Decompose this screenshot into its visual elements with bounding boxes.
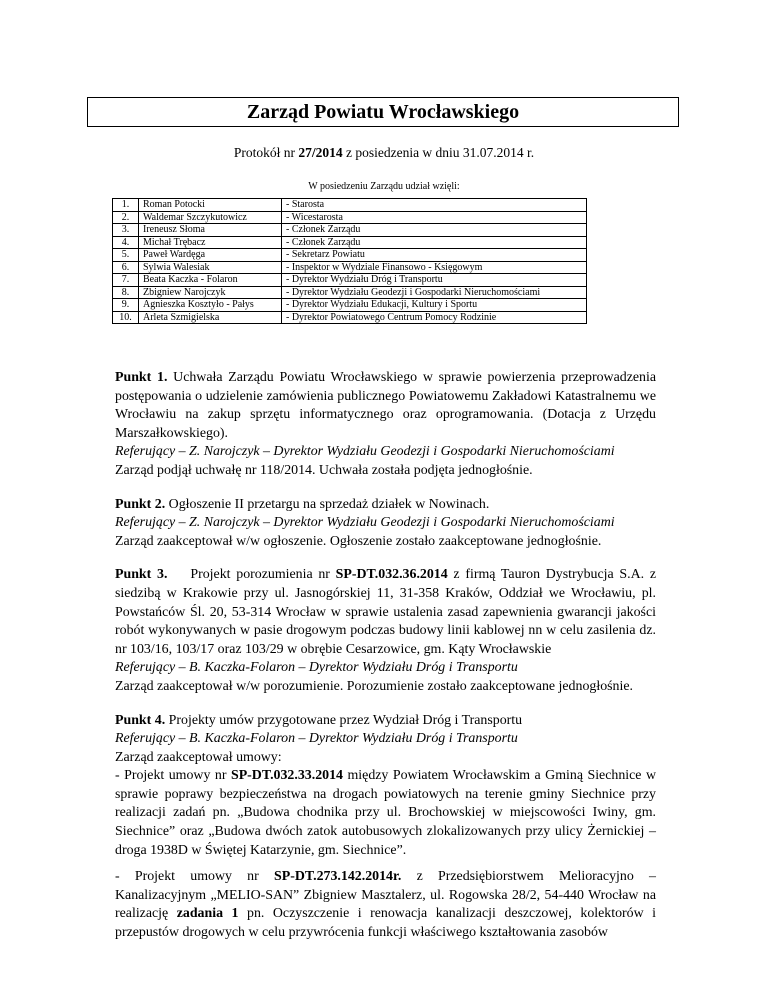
point-4-decision: Zarząd zaakceptował umowy:: [115, 749, 282, 765]
member-row: [113, 311, 587, 324]
point-4: [115, 712, 656, 861]
member-role: - Dyrektor Wydziału Geodezji i Gospodarki Nieruchomościami: [282, 286, 587, 299]
member-name: Agnieszka Kosztyło - Pałys: [139, 299, 282, 312]
point-4-item-1-code: SP-DT.032.33.2014: [230, 768, 343, 784]
document-title: Zarząd Powiatu Wrocławskiego: [246, 100, 520, 123]
point-4-item-1-prefix: - Projekt umowy nr: [115, 768, 231, 784]
member-row: [113, 274, 587, 287]
minutes-content: [115, 369, 660, 943]
point-4-item-1-text: między Powiatem Wrocławskim a Gminą Siechnice w sprawie poprawy bezpieczeństwa na drogach powiatowych na terenie gminy Siechnice przy realizacji zadań pn. „Budowa chodnika przy ul. Brochowskiej w miejscowości Iwiny, gm. Siechnice” oraz „Budowa dwóch zatok autobusowych zlokalizowanych przy ulicy Żernickiej – droga 1938D w Świętej Katarzynie, gm. Siechnice”.: [115, 768, 656, 858]
member-role: - Starosta: [282, 199, 587, 212]
member-row: [113, 299, 587, 312]
point-2-referent: Referujący – Z. Narojczyk – Dyrektor Wydziału Geodezji i Gospodarki Nieruchomościami: [115, 515, 615, 531]
point-1-referent: Referujący – Z. Narojczyk – Dyrektor Wydziału Geodezji i Gospodarki Nieruchomościami: [115, 444, 615, 460]
point-4-item-2-code: SP-DT.273.142.2014r.: [274, 869, 402, 885]
point-3-text-a: Projekt porozumienia nr: [167, 567, 336, 583]
member-number: 5.: [113, 249, 139, 262]
protocol-suffix: z posiedzenia w dniu 31.07.2014 r.: [342, 145, 535, 160]
point-1-decision: Zarząd podjął uchwałę nr 118/2014. Uchwała została podjęta jednogłośnie.: [115, 462, 533, 478]
point-4-text: Projekty umów przygotowane przez Wydział Dróg i Transportu: [165, 712, 523, 728]
member-role: - Dyrektor Wydziału Edukacji, Kultury i Sportu: [282, 299, 587, 312]
member-name: Michał Trębacz: [139, 236, 282, 249]
member-name: Sylwia Walesiak: [139, 261, 282, 274]
member-name: Waldemar Szczykutowicz: [139, 211, 282, 224]
point-3-referent: Referujący – B. Kaczka-Folaron – Dyrektor Wydziału Dróg i Transportu: [115, 660, 518, 676]
point-1-label: Punkt 1.: [115, 370, 168, 385]
point-3-label: Punkt 3.: [115, 567, 168, 583]
members-table: [112, 198, 587, 324]
member-number: 6.: [113, 261, 139, 274]
member-number: 7.: [113, 274, 139, 287]
point-4-item-2-text: z Przedsiębiorstwem Melioracyjno – Kanalizacyjnym „MELIO-SAN” Zbigniew Masztalerz, ul. Rogowska 28/2, 54-440 Wrocław na realizację: [115, 869, 656, 922]
protocol-prefix: Protokół nr: [233, 145, 299, 160]
member-name: Arleta Szmigielska: [139, 311, 282, 324]
member-name: Roman Potocki: [139, 199, 282, 212]
member-role: - Członek Zarządu: [282, 224, 587, 237]
member-role: - Członek Zarządu: [282, 236, 587, 249]
member-row: [113, 236, 587, 249]
point-3: [115, 566, 660, 696]
member-number: 4.: [113, 236, 139, 249]
protocol-number: 27/2014: [298, 145, 343, 160]
member-role: - Dyrektor Powiatowego Centrum Pomocy Rodzinie: [282, 311, 587, 324]
member-number: 1.: [113, 199, 139, 212]
member-role: - Sekretarz Powiatu: [282, 249, 587, 262]
member-row: [113, 261, 587, 274]
point-2-label: Punkt 2.: [115, 496, 166, 512]
point-4-item-2-prefix: - Projekt umowy nr: [115, 869, 274, 885]
member-row: [113, 286, 587, 299]
point-3-code: SP-DT.032.36.2014: [335, 567, 448, 583]
point-3-text-b: z firmą Tauron Dystrybucja S.A. z siedzibą w Krakowie przy ul. Jasnogórskiej 11, 31-358 Kraków, Oddział we Wrocławiu, pl. Powstańców Śl. 20, 53-314 Wrocław w sprawie ustalenia zasad zapewnienia gwarancji jakości robót wykonywanych w pasie drogowym podczas budowy linii kablowej nn w celu zasilenia dz. nr 103/16, 103/17 oraz 103/29 w obrębie Cesarzowice, gm. Kąty Wrocławskie: [115, 567, 660, 657]
protocol-line: [0, 145, 768, 161]
point-1: [115, 369, 656, 481]
point-2-decision: Zarząd zaakceptował w/w ogłoszenie. Ogłoszenie zostało zaakceptowane jednogłośnie.: [115, 533, 602, 549]
member-role: - Wicestarosta: [282, 211, 587, 224]
point-4-item-2-text-end: pn. Oczyszczenie i renowacja kanalizacji deszczowej, kolektorów i przepustów drogowych w celu przywrócenia funkcji właściwego kształtowania zasobów: [115, 906, 657, 941]
document-title-box: [87, 97, 679, 127]
member-number: 2.: [113, 211, 139, 224]
member-row: [113, 211, 587, 224]
attendance-caption: W posiedzeniu Zarządu udział wzięli:: [308, 181, 460, 192]
member-number: 3.: [113, 224, 139, 237]
member-number: 10.: [113, 311, 139, 324]
point-1-text: Uchwała Zarządu Powiatu Wrocławskiego w sprawie powierzenia przeprowadzenia postępowania o udzielenie zamówienia publicznego Powiatowemu Zakładowi Katastralnemu we Wrocławiu na zakup sprzętu informatycznego oraz oprogramowania. (Dotacja z Urzędu Marszałkowskiego).: [115, 370, 656, 441]
member-role: - Inspektor w Wydziale Finansowo - Księgowym: [282, 261, 587, 274]
member-name: Zbigniew Narojczyk: [139, 286, 282, 299]
point-4-referent: Referujący – B. Kaczka-Folaron – Dyrektor Wydziału Dróg i Transportu: [115, 731, 518, 747]
point-2: [115, 496, 656, 552]
point-3-decision: Zarząd zaakceptował w/w porozumienie. Porozumienie zostało zaakceptowane jednogłośnie.: [115, 678, 633, 694]
point-4-item-2: [115, 868, 656, 942]
member-row: [113, 224, 587, 237]
member-row: [113, 249, 587, 262]
point-4-item-2-block: [115, 868, 656, 942]
point-2-text: Ogłoszenie II przetargu na sprzedaż działek w Nowinach.: [165, 496, 490, 512]
member-name: Paweł Wardęga: [139, 249, 282, 262]
member-row: [113, 199, 587, 212]
member-number: 9.: [113, 299, 139, 312]
point-4-item-2-task: zadania 1: [176, 906, 239, 922]
member-name: Beata Kaczka - Folaron: [139, 274, 282, 287]
point-4-item-1: [115, 767, 656, 860]
point-4-label: Punkt 4.: [115, 712, 166, 728]
member-name: Ireneusz Słoma: [139, 224, 282, 237]
member-role: - Dyrektor Wydziału Dróg i Transportu: [282, 274, 587, 287]
member-number: 8.: [113, 286, 139, 299]
